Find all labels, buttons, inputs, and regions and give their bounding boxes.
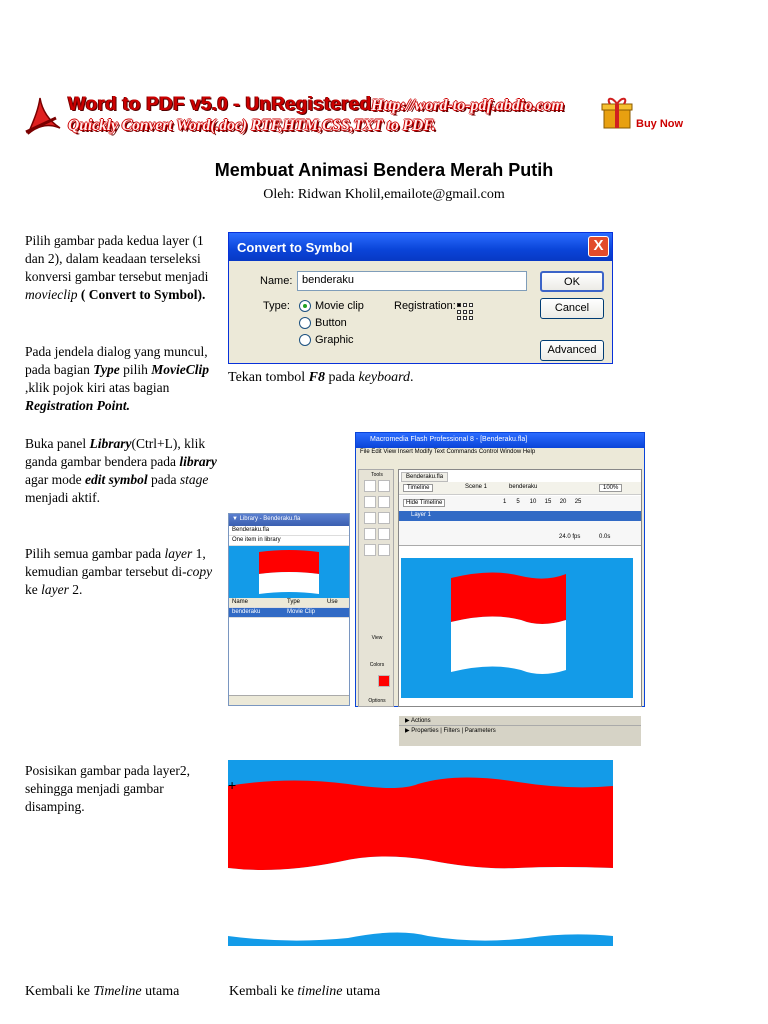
watermark-subtitle: Quickly Convert Word(.doc) RTF,HTM,CSS,TXT to PDF.	[68, 117, 436, 134]
view-label: View	[371, 635, 383, 641]
doc-tab[interactable]: Benderaku.fla	[401, 472, 448, 482]
symbol-crumb[interactable]: benderaku	[509, 484, 538, 490]
reg-point[interactable]	[463, 310, 467, 314]
reg-point-top-left[interactable]	[457, 303, 461, 307]
back-to-timeline-left	[25, 984, 179, 1000]
para3-a: Buka panel	[25, 436, 90, 451]
library-titlebar: ▼ Library - Benderaku.fla	[229, 514, 349, 526]
flag-result-image	[228, 760, 613, 946]
library-flag-preview	[229, 546, 349, 598]
para4-a: Pilih semua gambar pada	[25, 546, 165, 561]
reg-point[interactable]	[469, 303, 473, 307]
flag-illustration	[228, 760, 613, 946]
para4-layer2: layer	[41, 582, 69, 597]
fps-readout: 24.0 fps	[559, 534, 581, 540]
para2-movieclip: MovieClip	[151, 362, 209, 377]
watermark-banner	[22, 92, 692, 140]
layer-name: Layer 1	[411, 512, 432, 518]
para2-registration: Registration Point.	[25, 398, 131, 413]
registration-label: Registration:	[394, 300, 456, 312]
watermark-title: Word to PDF v5.0 - UnRegistered	[68, 94, 372, 115]
reg-point[interactable]	[457, 316, 461, 320]
dialog-titlebar	[229, 233, 612, 261]
oval-tool-icon[interactable]	[378, 528, 390, 540]
bottom-right-a: Kembali ke	[229, 984, 298, 999]
bottom-right-c: utama	[342, 984, 381, 999]
advanced-button[interactable]: Advanced	[540, 340, 604, 361]
para3-e: agar mode	[25, 472, 85, 487]
para3-g: pada	[147, 472, 180, 487]
properties-panel[interactable]: ▶ Properties | Filters | Parameters	[405, 728, 496, 734]
convert-to-symbol-dialog	[228, 232, 613, 364]
library-panel-screenshot	[228, 513, 350, 706]
para2-text-e: ,klik pojok kiri atas bagian	[25, 380, 170, 395]
library-file-select[interactable]: Benderaku.fla	[229, 526, 349, 536]
lasso-tool-icon[interactable]	[378, 496, 390, 508]
pdf-logo-icon	[22, 94, 62, 138]
registration-point-grid[interactable]	[457, 303, 475, 321]
caption1-keyboard: keyboard	[358, 370, 411, 385]
para1-em: movieclip	[25, 287, 78, 302]
para2-text-a: Pada jendela dialog yang muncul, pada bagian	[25, 344, 208, 377]
flash-document-window	[398, 469, 642, 734]
library-item-row[interactable]	[229, 608, 349, 618]
reg-point[interactable]	[469, 316, 473, 320]
para4-copy: copy	[186, 564, 213, 579]
bottom-left-c: utama	[141, 984, 180, 999]
scene-crumb[interactable]: Scene 1	[465, 484, 488, 490]
stage[interactable]	[401, 558, 633, 698]
gift-icon[interactable]	[602, 96, 632, 130]
close-button[interactable]: X	[588, 236, 609, 257]
options-label: Options	[368, 698, 386, 704]
buy-now-link[interactable]: Buy Now	[636, 118, 684, 130]
paragraph-library	[25, 435, 220, 507]
radio-movie-clip-label: Movie clip	[315, 300, 364, 312]
type-label: Type:	[263, 300, 290, 312]
time-readout: 0.0s	[599, 534, 611, 540]
para4-layer: layer	[164, 546, 193, 561]
cancel-button[interactable]: Cancel	[540, 298, 604, 319]
para3-c: (Ctrl+L), klik ganda gambar bendera pada	[25, 436, 206, 469]
fill-color-swatch[interactable]	[378, 675, 390, 687]
para3-library: Library	[89, 436, 132, 451]
paragraph-convert-symbol	[25, 232, 220, 304]
para1-text: Pilih gambar pada kedua layer (1 dan 2), dalam keadaan terseleksi konversi gambar tersebut menjadi	[25, 233, 209, 284]
caption1-key: F8	[308, 370, 326, 385]
edit-bar	[399, 482, 641, 495]
flash-titlebar: Macromedia Flash Professional 8 - [Benderaku.fla]	[356, 433, 644, 448]
timeline-panel	[399, 496, 641, 546]
hide-timeline-button[interactable]: Hide Timeline	[403, 499, 445, 507]
pencil-tool-icon[interactable]	[364, 544, 376, 556]
bottom-panels	[399, 716, 641, 746]
author-line: Oleh: Ridwan Kholil,emailote@gmail.com	[263, 187, 505, 202]
para4-e: ke	[25, 582, 42, 597]
paragraph-copy-layer	[25, 545, 220, 599]
flash-tools-panel	[358, 469, 394, 707]
library-header-row	[229, 598, 349, 608]
subselect-tool-icon[interactable]	[378, 480, 390, 492]
timeline-button[interactable]: Timeline	[403, 484, 433, 492]
bottom-left-timeline: Timeline	[93, 984, 142, 999]
library-footer-toolbar	[229, 695, 349, 705]
name-label: Name:	[260, 275, 293, 287]
para4-g: 2.	[68, 582, 83, 597]
library-preview	[229, 546, 349, 598]
library-item-name: benderaku	[232, 609, 261, 615]
paragraph-dialog-type	[25, 343, 220, 415]
reg-point[interactable]	[463, 303, 467, 307]
bottom-left-a: Kembali ke	[25, 984, 94, 999]
frame-ruler: 1 5 10 15 20 25	[503, 499, 582, 505]
transform-tool-icon[interactable]	[364, 496, 376, 508]
stage-flag	[401, 558, 633, 698]
tools-label: Tools	[371, 472, 383, 478]
para3-stage: stage	[179, 472, 209, 487]
para1-bold: ( Convert to Symbol).	[77, 287, 206, 302]
caption1-a: Tekan tombol	[228, 370, 309, 385]
flash-menubar[interactable]: File Edit View Insert Modify Text Commands Control Window Help	[360, 449, 536, 455]
reg-point[interactable]	[463, 316, 467, 320]
caption-f8	[228, 370, 414, 386]
radio-graphic[interactable]	[299, 334, 311, 346]
pen-tool-icon[interactable]	[378, 512, 390, 524]
reg-point[interactable]	[469, 310, 473, 314]
layer-row[interactable]	[399, 511, 641, 521]
watermark-url[interactable]: Http://word-to-pdf.abdio.com	[371, 97, 564, 114]
library-item-count: One item in library	[229, 536, 349, 546]
page-title: Membuat Animasi Bendera Merah Putih	[214, 160, 554, 180]
library-item-type: Movie Clip	[287, 609, 316, 615]
library-col-name[interactable]: Name	[232, 599, 249, 605]
paragraph-position-layer2: Posisikan gambar pada layer2, sehingga menjadi gambar disamping.	[25, 763, 190, 814]
line-tool-icon[interactable]	[364, 512, 376, 524]
para3-library2: library	[179, 454, 217, 469]
library-col-type[interactable]: Type	[287, 599, 301, 605]
caption1-c: pada	[325, 370, 359, 385]
text-tool-icon[interactable]	[364, 528, 376, 540]
flash-ide-screenshot	[355, 432, 645, 734]
radio-movie-clip[interactable]	[299, 300, 311, 312]
dialog-title: Convert to Symbol	[237, 240, 353, 255]
library-col-use[interactable]: Use	[327, 599, 338, 605]
back-to-timeline-right	[229, 984, 380, 1000]
colors-label: Colors	[369, 662, 385, 668]
zoom-select[interactable]: 100%	[599, 484, 622, 492]
radio-button[interactable]	[299, 317, 311, 329]
para2-text-c: pilih	[119, 362, 152, 377]
actions-panel[interactable]: ▶ Actions	[399, 716, 641, 726]
caption1-e: .	[410, 370, 414, 385]
arrow-tool-icon[interactable]	[364, 480, 376, 492]
svg-text:+: +	[228, 777, 237, 793]
radio-graphic-label: Graphic	[315, 334, 354, 346]
ok-button[interactable]: OK	[540, 271, 604, 292]
para4-c: 1, kemudian gambar tersebut di-	[25, 546, 206, 579]
para2-type: Type	[93, 362, 120, 377]
para3-i: menjadi aktif.	[25, 490, 100, 505]
reg-point[interactable]	[457, 310, 461, 314]
radio-button-label: Button	[315, 317, 347, 329]
bottom-right-timeline: timeline	[297, 984, 343, 999]
name-field[interactable]: benderaku	[297, 271, 527, 291]
brush-tool-icon[interactable]	[378, 544, 390, 556]
para3-edit-symbol: edit symbol	[84, 472, 148, 487]
